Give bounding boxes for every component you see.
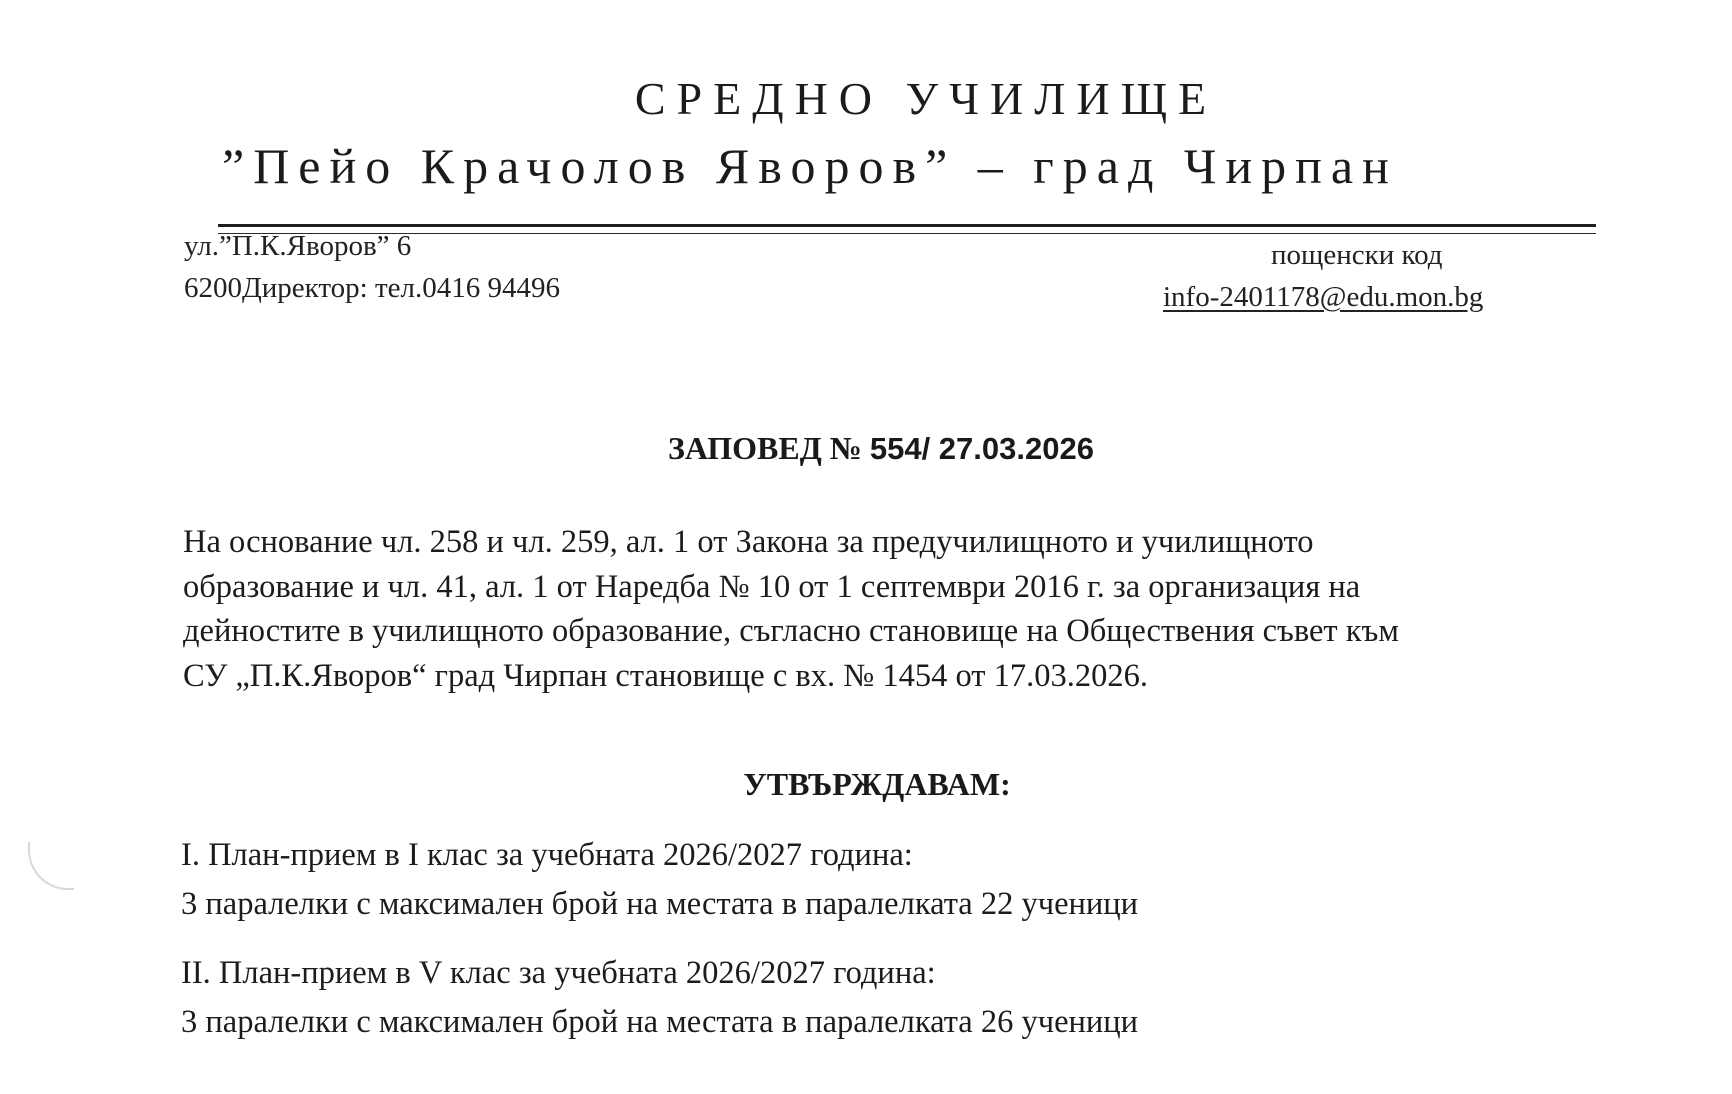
basis-line: дейностите в училищното образование, съгласно становище на Обществения съвет към: [183, 613, 1399, 649]
school-type-heading: СРЕДНО УЧИЛИЩЕ: [634, 73, 1218, 124]
legal-basis-paragraph: [183, 520, 1583, 698]
street-address: ул.”П.К.Яворов” 6: [184, 230, 412, 262]
item-2-detail: 3 паралелки с максимален брой на местата в паралелката 26 ученици: [181, 1004, 1139, 1040]
header-divider-thick: [218, 224, 1596, 227]
school-name-heading: ”Пейо Крачолов Яворов” – град Чирпан: [222, 138, 1398, 194]
item-1-detail: 3 паралелки с максимален брой на местата в паралелката 22 ученици: [181, 886, 1139, 922]
order-number-date: 554/ 27.03.2026: [869, 431, 1094, 466]
header-divider-thin: [218, 233, 1596, 234]
order-title-prefix: ЗАПОВЕД №: [668, 430, 862, 466]
basis-line: образование и чл. 41, ал. 1 от Наредба № 10 от 1 септември 2016 г. за организация на: [183, 568, 1361, 605]
approve-heading: УТВЪРЖДАВАМ:: [743, 766, 1011, 802]
order-title: [0, 430, 1732, 467]
director-phone: 6200Директор: тел.0416 94496: [184, 272, 560, 304]
item-2-heading: II. План-прием в V клас за учебната 2026/2027 година:: [181, 955, 936, 991]
basis-line: На основание чл. 258 и чл. 259, ал. 1 от Закона за предучилищното и училищното: [183, 524, 1314, 560]
basis-line: СУ „П.К.Яворов“ град Чирпан становище с вх. № 1454 от 17.03.2026.: [183, 657, 1149, 694]
item-1-heading: I. План-прием в I клас за учебната 2026/2027 година:: [181, 837, 913, 873]
email-link[interactable]: info-2401178@edu.mon.bg: [1163, 281, 1484, 313]
scan-punch-mark: [28, 842, 74, 890]
postal-code-label: пощенски код: [1271, 239, 1443, 271]
